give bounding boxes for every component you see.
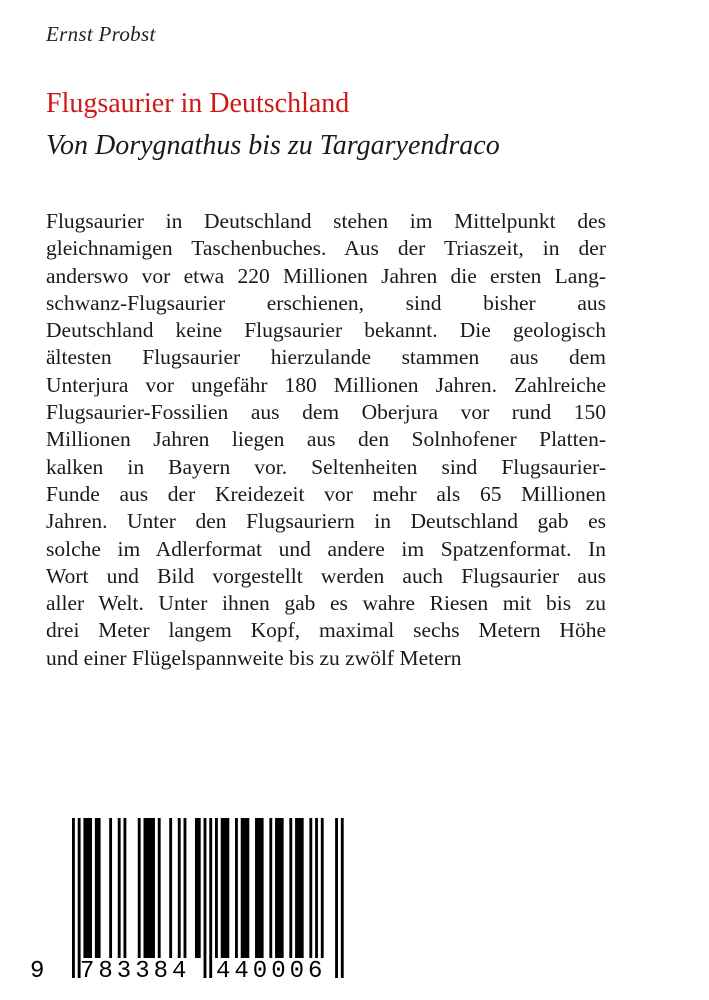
blurb-line: anderswo vor etwa 220 Millionen Jahren die ersten Lang- [46,263,606,288]
book-subtitle: Von Dorygnathus bis zu Targaryendraco [46,130,500,161]
barcode-bar [144,818,155,958]
blurb-line: Unterjura vor ungefähr 180 Millionen Jahren. Zahlreiche [46,372,606,397]
barcode-left-group: 783384 [80,958,191,985]
author-name: Ernst Probst [46,22,156,46]
blurb-text [46,208,606,672]
blurb-line: Deutschland keine Flugsaurier bekannt. Die geologisch [46,318,606,343]
barcode-bar [184,818,187,958]
barcode-bar [169,818,172,958]
blurb-line: kalken in Bayern vor. Seltenheiten sind Flugsaurier- [46,454,606,479]
blurb-line: Funde aus der Kreidezeit vor mehr als 65 Millionen [46,481,606,506]
barcode-bar [138,818,141,958]
blurb-line: gleichnamigen Taschenbuches. Aus der Triaszeit, in der [46,236,606,261]
barcode-bar [269,818,272,958]
blurb-line: Flugsaurier in Deutschland stehen im Mittelpunkt des [46,209,606,233]
isbn-barcode [30,818,360,990]
blurb-line: drei Meter langem Kopf, maximal sechs Metern Höhe [46,618,606,643]
barcode-bar [289,818,292,958]
barcode-bar [309,818,312,958]
barcode-bar [235,818,238,958]
barcode-bar [178,818,181,958]
blurb-line: aller Welt. Unter ihnen gab es wahre Riesen mit bis zu [46,591,606,616]
barcode-bar [221,818,230,958]
barcode-bar [109,818,112,958]
blurb-line: ältesten Flugsaurier hierzulande stammen aus dem [46,345,606,370]
barcode-guard-bar [341,818,344,978]
barcode-bar [195,818,201,958]
barcode-bar [255,818,264,958]
barcode-bar [241,818,250,958]
barcode-first-digit: 9 [30,958,49,985]
barcode-guard-bar [204,818,207,978]
barcode-guard-bar [335,818,338,978]
barcode-bar [275,818,284,958]
barcode-guard-bar [209,818,212,978]
blurb-line: Wort und Bild vorgestellt werden auch Flugsaurier aus [46,563,606,588]
blurb-line: Millionen Jahren liegen aus den Solnhofener Platten- [46,427,606,452]
blurb-line: Jahren. Unter den Flugsauriern in Deutschland gab es [46,509,606,534]
barcode-bar [95,818,101,958]
barcode-bar [315,818,318,958]
book-title: Flugsaurier in Deutschland [46,88,350,119]
barcode-bar [123,818,126,958]
barcode-bar [295,818,304,958]
barcode-bar [158,818,161,958]
barcode-bar [83,818,92,958]
barcode-right-group: 440006 [216,958,327,985]
barcode-bar [215,818,218,958]
barcode-bar [118,818,121,958]
blurb-line: Flugsaurier-Fossilien aus dem Oberjura vor rund 150 [46,400,606,425]
barcode-bar [321,818,324,958]
blurb-line: solche im Adlerformat und andere im Spatzenformat. In [46,536,606,561]
barcode-digits [30,958,360,990]
barcode-guard-bar [78,818,81,978]
barcode-guard-bar [72,818,75,978]
blurb-line: schwanz-Flugsaurier erschienen, sind bisher aus [46,290,606,315]
blurb-line: und einer Flügelspannweite bis zu zwölf Metern [46,645,462,670]
